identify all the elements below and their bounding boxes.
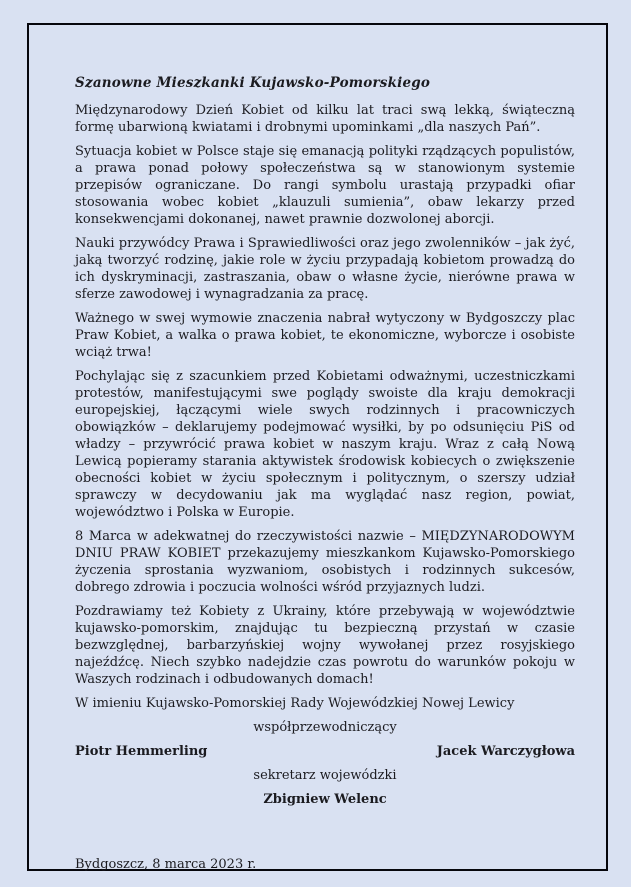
- co-chairs-title: współprzewodniczący: [253, 720, 397, 735]
- signature-co-chair-left: Piotr Hemmerling: [75, 744, 208, 759]
- paragraph-criticism: Nauki przywódcy Prawa i Sprawiedliwości oraz jego zwolenników – jak żyć, jaką tworzyć rodzinę, jakie role w życiu przypadają kobietom prowadzą do ich dyskryminacji, zastraszania, obaw o własne życie, nierówne prawa w sferze zawodowej i wynagradzania za pracę.: [75, 236, 575, 302]
- co-chairs-signatures-row: [75, 743, 575, 760]
- paragraph-wishes: 8 Marca w adekwatnej do rzeczywistości nazwie – MIĘDZYNARODOWYM DNIU PRAW KOBIET przekazujemy mieszkankom Kujawsko-Pomorskiego życzenia sprostania wyzwaniom, osobistych i rodzinnych sukcesów, dobrego zdrowia i poczucia wolności wśród przyjaznych ludzi.: [75, 529, 575, 595]
- paragraph-bydgoszcz-square: Ważnego w swej wymowie znaczenia nabrał wytyczony w Bydgoszczy plac Praw Kobiet, a walka o prawa kobiet, te ekonomiczne, wyborcze i osobiste wciąż trwa!: [75, 311, 575, 360]
- salutation: Szanowne Mieszkanki Kujawsko-Pomorskiego: [75, 75, 431, 91]
- document-border-frame: [27, 23, 608, 871]
- secretary-title: sekretarz wojewódzki: [253, 768, 397, 783]
- signature-co-chair-right: Jacek Warczygłowa: [436, 744, 575, 759]
- paragraph-intro: Międzynarodowy Dzień Kobiet od kilku lat traci swą lekką, świąteczną formę ubarwioną kwiatami i drobnymi upominkami „dla naszych Pań”.: [75, 103, 575, 135]
- paragraph-declaration: Pochylając się z szacunkiem przed Kobietami odważnymi, uczestniczkami protestów, manifestującymi swe poglądy swoiste dla kraju demokracji europejskiej, łączącymi wiele swych rodzinnych i pracowniczych obowiązków – deklarujemy podejmować wysiłki, by po odsunięciu PiS od władzy – przywrócić prawa kobiet w naszym kraju. Wraz z całą Nową Lewicą popieramy starania aktywistek środowisk kobiecych o zwiększenie obecności kobiet w życiu społecznym i politycznym, o szerszy udział sprawczy w decydowaniu jak ma wyglądać nasz region, powiat, województwo i Polska w Europie.: [75, 369, 575, 520]
- paragraph-situation: Sytuacja kobiet w Polsce staje się emanacją polityki rządzących populistów, a prawa ponad połowy społeczeństwa są w stanowionym systemie przepisów ograniczane. Do rangi symbolu urastają przypadki ofiar stosowania wobec kobiet „klauzuli sumienia”, obaw lekarzy przed konsekwencjami dokonanej, nawet prawnie dozwolonej aborcji.: [75, 144, 575, 227]
- paragraph-ukraine: Pozdrawiamy też Kobiety z Ukrainy, które przebywają w województwie kujawsko-pomorskim, znajdując tu bezpieczną przystań w czasie bezwzględnej, barbarzyńskiej wojny wywołanej przez rosyjskiego najeźdźcę. Niech szybko nadejdzie czas powrotu do warunków pokoju w Waszych rodzinach i odbudowanych domach!: [75, 604, 575, 687]
- dateline: Bydgoszcz, 8 marca 2023 r.: [75, 857, 257, 872]
- signature-secretary: Zbigniew Welenc: [263, 792, 387, 807]
- on-behalf-line: W imieniu Kujawsko-Pomorskiej Rady Wojewódzkiej Nowej Lewicy: [75, 696, 515, 711]
